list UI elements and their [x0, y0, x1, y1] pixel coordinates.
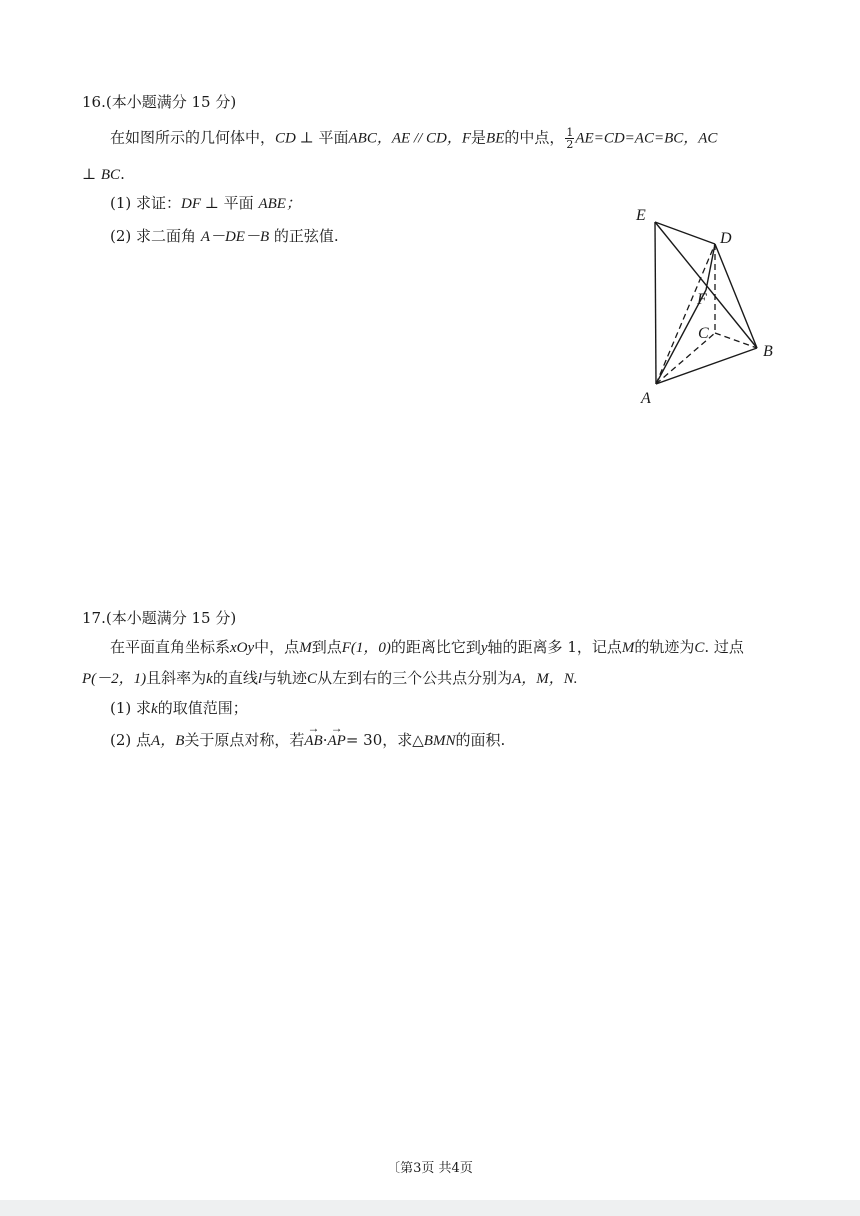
edge-AD-hidden [656, 244, 715, 384]
vector-AB: → AB [304, 731, 322, 751]
label-D: D [720, 230, 732, 247]
bottom-bar [0, 1200, 860, 1216]
vector-AP: → AP [327, 731, 345, 751]
q17-part2: (2) 点A，B关于原点对称，若→ AB·→ AP= 30，求△BMN的面积. [110, 730, 505, 751]
q17-part1: (1) 求k的取值范围； [110, 699, 248, 717]
q16-part2: (2) 求二面角 A－DE－B 的正弦值. [110, 227, 339, 245]
q17-stem-line2: P(－2，1)且斜率为k的直线l与轨迹C从左到右的三个公共点分别为A，M，N. [82, 669, 578, 687]
edge-DF [706, 244, 715, 290]
geometry-figure [620, 198, 790, 418]
q16-part1: (1) 求证：DF ⊥ 平面 ABE； [110, 194, 301, 212]
q17-header: 17.(本小题满分 15 分) [82, 609, 237, 627]
q16-header: 16.(本小题满分 15 分) [82, 93, 237, 111]
edge-AB [656, 348, 757, 384]
label-B: B [763, 343, 773, 360]
q17-stem-line1: 在平面直角坐标系xOy中，点M到点F(1，0)的距离比它到y轴的距离多 1，记点M的轨迹为C. 过点 [110, 638, 744, 656]
label-F: F [697, 291, 707, 308]
edge-EA [655, 222, 656, 384]
fraction-one-half: $\frac{1}{2}$ [566, 126, 574, 151]
edge-DB [715, 244, 757, 348]
q16-stem-line1: 在如图所示的几何体中，CD ⊥ 平面ABC，AE // CD，F是BE的中点， $\frac{1}{2}$ AE=CD=AC=BC，AC [110, 126, 718, 151]
q16-stem-line2: ⊥ BC. [82, 165, 125, 183]
label-E: E [636, 207, 646, 224]
label-A: A [641, 390, 651, 407]
page-footer: 〔第3页 共4页 [387, 1161, 473, 1176]
label-C: C [698, 325, 709, 342]
